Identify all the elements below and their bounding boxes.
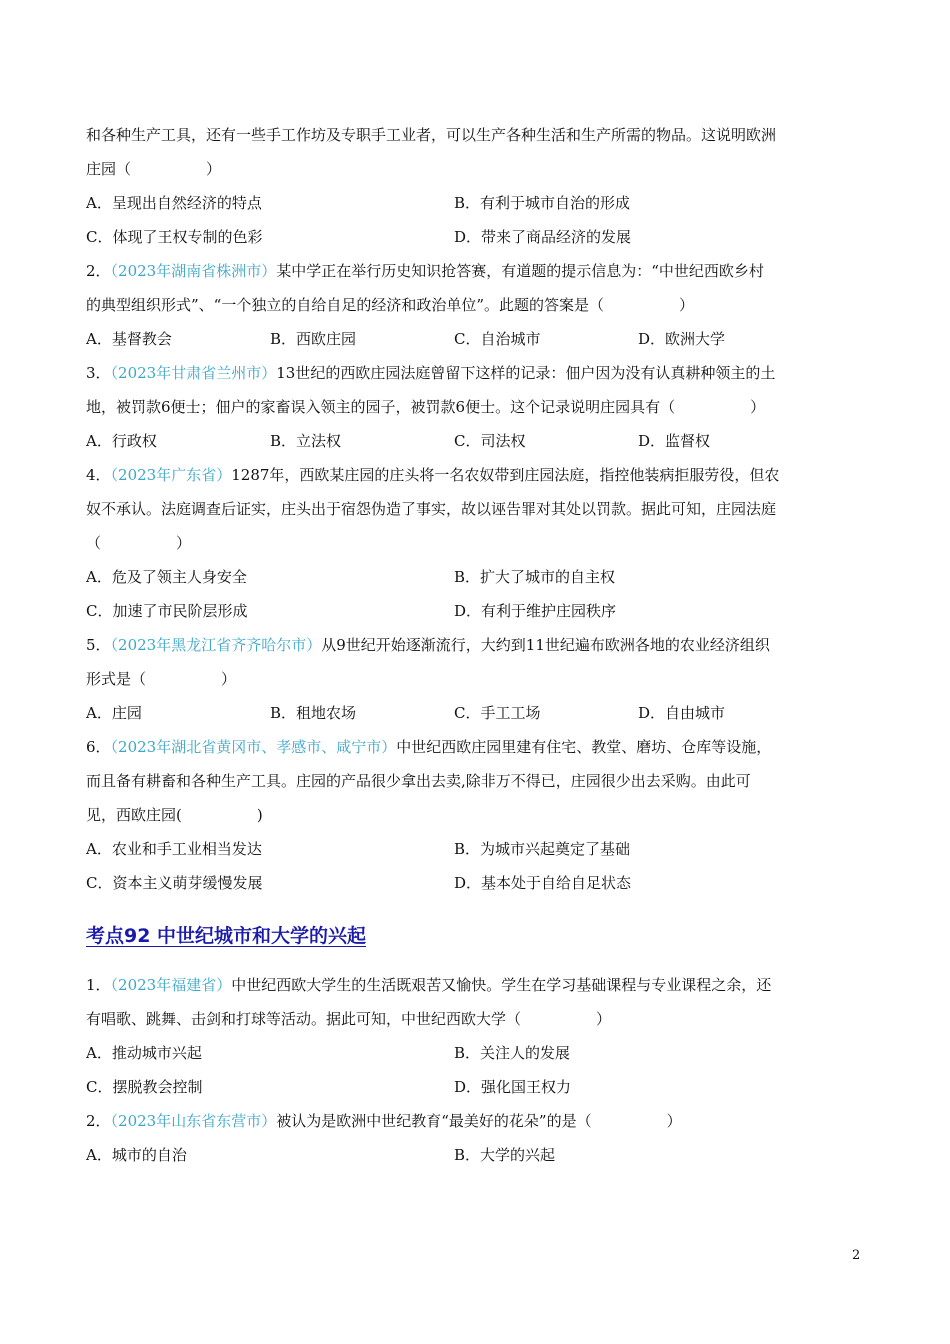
option-c: C．体现了王权专制的色彩: [86, 228, 263, 246]
option-c: C．司法权: [454, 432, 526, 450]
question-source: （2023年福建省）: [110, 976, 232, 994]
option-b: B．立法权: [270, 432, 342, 450]
options-row: [86, 424, 866, 458]
question-2: [86, 254, 866, 288]
options-row: [86, 866, 866, 900]
question-source: （2023年山东省东营市）: [110, 1112, 277, 1130]
options-row: [86, 832, 866, 866]
options-row: [86, 1138, 866, 1172]
option-c: C．加速了市民阶层形成: [86, 602, 248, 620]
question-source: （2023年湖北省黄冈市、孝感市、咸宁市）: [110, 738, 397, 756]
question-source: （2023年湖南省株洲市）: [110, 262, 277, 280]
option-b: B．有利于城市自治的形成: [454, 194, 631, 212]
option-a: A．推动城市兴起: [86, 1044, 202, 1062]
option-c: C．摆脱教会控制: [86, 1078, 203, 1096]
question-text: 13世纪的西欧庄园法庭曾留下这样的记录：佃户因为没有认真耕种领主的土: [276, 364, 776, 382]
page-number: 2: [852, 1248, 861, 1263]
options-row: [86, 322, 866, 356]
question-5: [86, 628, 866, 662]
question-text: 庄园（ ）: [86, 160, 222, 178]
question-text: 和各种生产工具，还有一些手工作坊及专职手工业者，可以生产各种生活和生产所需的物品。这说明欧洲: [86, 126, 777, 144]
question-text: （ ）: [86, 534, 192, 552]
option-a: A．呈现出自然经济的特点: [86, 194, 262, 212]
option-d: D．有利于维护庄园秩序: [454, 602, 617, 620]
option-d: D．基本处于自给自足状态: [454, 874, 632, 892]
option-d: D．自由城市: [638, 704, 726, 722]
section-question-2: [86, 1104, 866, 1138]
options-row: [86, 1070, 866, 1104]
question-text: 中世纪西欧大学生的生活既艰苦又愉快。学生在学习基础课程与专业课程之余，还: [231, 976, 772, 994]
question-source: （2023年黑龙江省齐齐哈尔市）: [110, 636, 322, 654]
options-row: [86, 696, 866, 730]
question-4: [86, 458, 866, 492]
question-source: （2023年甘肃省兰州市）: [110, 364, 277, 382]
option-a: A．城市的自治: [86, 1146, 187, 1164]
question-source: （2023年广东省）: [110, 466, 232, 484]
option-d: D．监督权: [638, 432, 711, 450]
option-a: A．行政权: [86, 432, 157, 450]
document-page: [86, 118, 866, 1172]
section-heading: 考点92 中世纪城市和大学的兴起: [86, 925, 367, 947]
option-b: B．关注人的发展: [454, 1044, 571, 1062]
question-number: 5．: [86, 636, 111, 654]
question-number: 1．: [86, 976, 111, 994]
question-text: 而且备有耕畜和各种生产工具。庄园的产品很少拿出去卖,除非万不得已，庄园很少出去采购。由此可: [86, 772, 751, 790]
option-d: D．带来了商品经济的发展: [454, 228, 632, 246]
option-c: C．自治城市: [454, 330, 541, 348]
question-number: 3．: [86, 364, 111, 382]
question-text: 从9世纪开始逐渐流行，大约到11世纪遍布欧洲各地的农业经济组织: [321, 636, 770, 654]
option-a: A．农业和手工业相当发达: [86, 840, 262, 858]
question-text: 被认为是欧洲中世纪教育“最美好的花朵”的是（ ）: [276, 1112, 682, 1130]
question-text: 中世纪西欧庄园里建有住宅、教堂、磨坊、仓库等设施，: [396, 738, 772, 756]
option-b: B．西欧庄园: [270, 330, 357, 348]
question-text: 地，被罚款6便士；佃户的家畜误入领主的园子，被罚款6便士。这个记录说明庄园具有（ ）: [86, 398, 766, 416]
question-text: 见，西欧庄园( ): [86, 806, 263, 824]
question-6: [86, 730, 866, 764]
question-text: 形式是（ ）: [86, 670, 237, 688]
options-row: [86, 594, 866, 628]
question-text: 的典型组织形式”、“一个独立的自给自足的经济和政治单位”。此题的答案是（ ）: [86, 296, 695, 314]
question-text: 奴不承认。法庭调查后证实，庄头出于宿怨伪造了事实，故以诬告罪对其处以罚款。据此可知，庄园法庭: [86, 500, 777, 518]
question-number: 4．: [86, 466, 111, 484]
option-a: A．基督教会: [86, 330, 172, 348]
option-a: A．危及了领主人身安全: [86, 568, 247, 586]
option-b: B．租地农场: [270, 704, 357, 722]
question-number: 2．: [86, 262, 111, 280]
section-question-1: [86, 968, 866, 1002]
question-number: 2．: [86, 1112, 111, 1130]
options-row: [86, 1036, 866, 1070]
question-text: 1287年，西欧某庄园的庄头将一名农奴带到庄园法庭，指控他装病拒服劳役，但农: [231, 466, 780, 484]
option-d: D．欧洲大学: [638, 330, 726, 348]
option-d: D．强化国王权力: [454, 1078, 572, 1096]
option-a: A．庄园: [86, 704, 142, 722]
option-b: B．大学的兴起: [454, 1146, 556, 1164]
question-text: 某中学正在举行历史知识抢答赛，有道题的提示信息为：“中世纪西欧乡村: [276, 262, 764, 280]
question-text: 有唱歌、跳舞、击剑和打球等活动。据此可知，中世纪西欧大学（ ）: [86, 1010, 612, 1028]
question-number: 6．: [86, 738, 111, 756]
options-row: [86, 560, 866, 594]
option-b: B．为城市兴起奠定了基础: [454, 840, 631, 858]
question-3: [86, 356, 866, 390]
option-c: C．手工工场: [454, 704, 541, 722]
option-c: C．资本主义萌芽缓慢发展: [86, 874, 263, 892]
options-row: [86, 220, 866, 254]
options-row: [86, 186, 866, 220]
option-b: B．扩大了城市的自主权: [454, 568, 616, 586]
